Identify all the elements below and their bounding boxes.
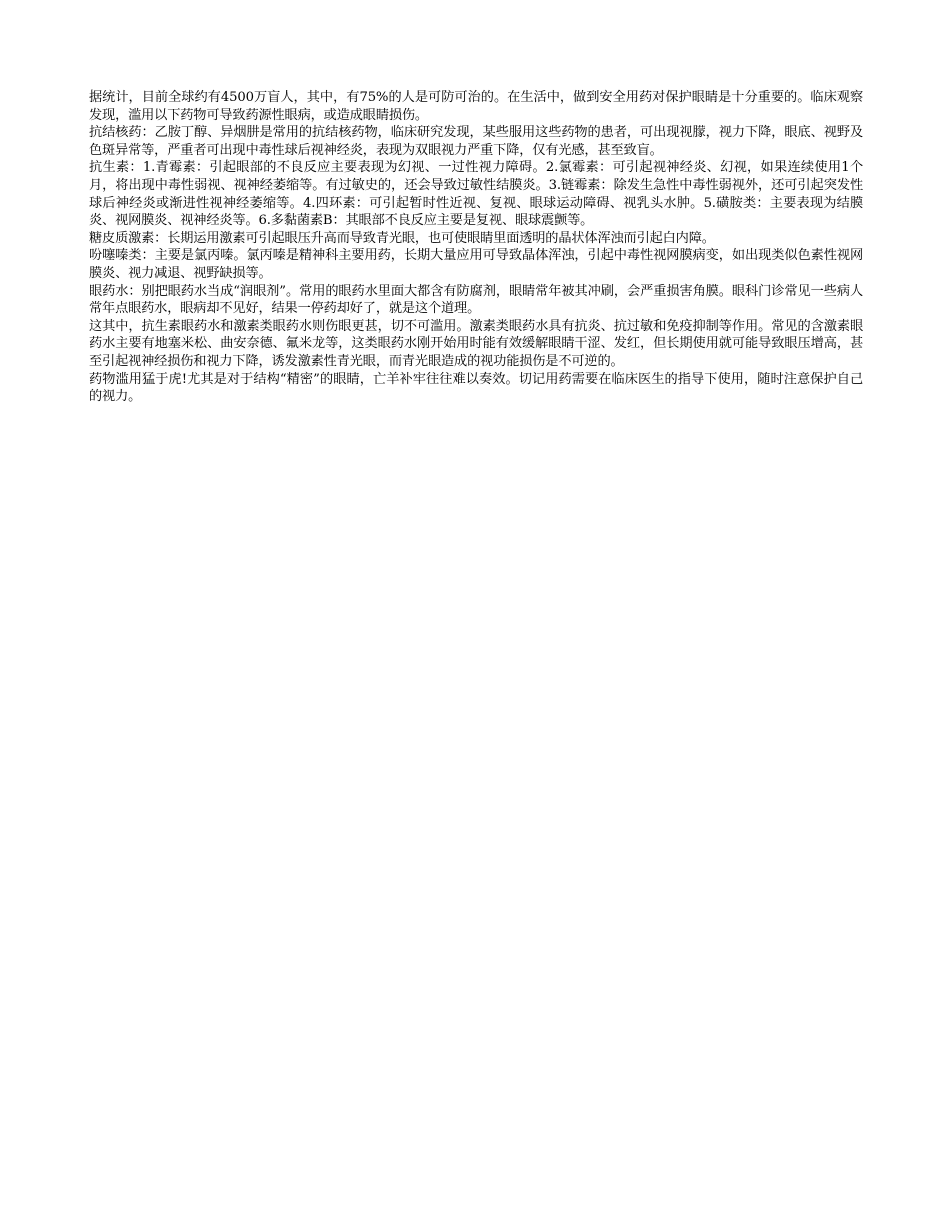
- paragraph-eye-drops: 眼药水：别把眼药水当成“润眼剂”。常用的眼药水里面大都含有防腐剂，眼睛常年被其冲刷，会严重损害角膜。眼科门诊常见一些病人常年点眼药水，眼病却不见好，结果一停药却好了，就是这个道理。: [89, 283, 863, 317]
- document-body: [89, 89, 863, 406]
- paragraph-conclusion: 药物滥用猛于虎!尤其是对于结构“精密”的眼睛，亡羊补牢往往难以奏效。切记用药需要在临床医生的指导下使用，随时注意保护自己的视力。: [89, 371, 863, 405]
- paragraph-antituberculosis-drugs: 抗结核药：乙胺丁醇、异烟肼是常用的抗结核药物，临床研究发现，某些服用这些药物的患者，可出现视朦，视力下降，眼底、视野及色斑异常等，严重者可出现中毒性球后视神经炎，表现为双眼视力严重下降，仅有光感，甚至致盲。: [89, 125, 863, 158]
- paragraph-phenothiazines: 吩噻嗪类：主要是氯丙嗪。氯丙嗪是精神科主要用药，长期大量应用可导致晶体浑浊，引起中毒性视网膜病变，如出现类似色素性视网膜炎、视力减退、视野缺损等。: [89, 248, 863, 281]
- paragraph-antibiotics: 抗生素：1.青霉素：引起眼部的不良反应主要表现为幻视、一过性视力障碍。2.氯霉素：可引起视神经炎、幻视，如果连续使用1个月，将出现中毒性弱视、视神经萎缩等。有过敏史的，还会导致过敏性结膜炎。3.链霉素：除发生急性中毒性弱视外，还可引起突发性球后神经炎或渐进性视神经萎缩等。4.四环素：可引起暂时性近视、复视、眼球运动障碍、视乳头水肿。5.磺胺类：主要表现为结膜炎、视网膜炎、视神经炎等。6.多黏菌素B：其眼部不良反应主要是复视、眼球震颤等。: [89, 160, 863, 229]
- paragraph-glucocorticoids: 糖皮质激素：长期运用激素可引起眼压升高而导致青光眼，也可使眼睛里面透明的晶状体浑浊而引起白内障。: [89, 230, 715, 246]
- paragraph-intro: 据统计，目前全球约有4500万盲人，其中，有75%的人是可防可治的。在生活中，做到安全用药对保护眼睛是十分重要的。临床观察发现，滥用以下药物可导致药源性眼病，或造成眼睛损伤。: [89, 90, 863, 123]
- paragraph-antibiotic-steroid-drops: 这其中，抗生素眼药水和激素类眼药水则伤眼更甚，切不可滥用。激素类眼药水具有抗炎、抗过敏和免疫抑制等作用。常见的含激素眼药水主要有地塞米松、曲安奈德、氟米龙等，这类眼药水刚开始用时能有效缓解眼睛干涩、发红，但长期使用就可能导致眼压增高，甚至引起视神经损伤和视力下降，诱发激素性青光眼，而青光眼造成的视功能损伤是不可逆的。: [89, 318, 863, 369]
